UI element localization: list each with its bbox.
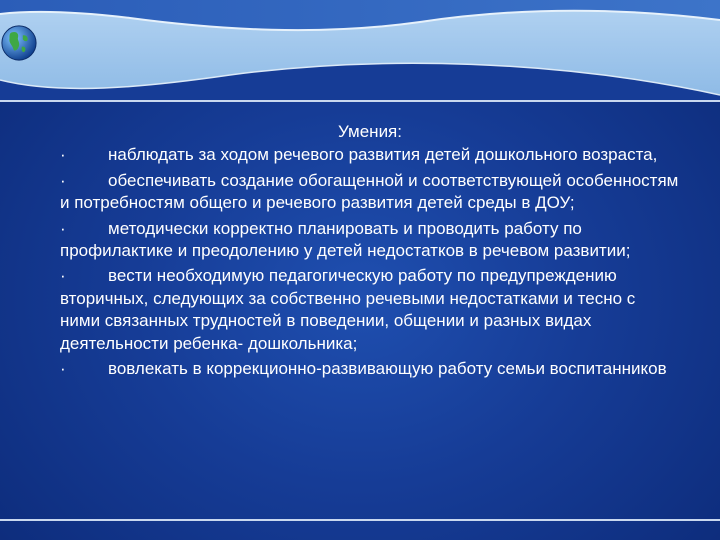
bullet-marker: · xyxy=(60,266,66,286)
bottom-divider xyxy=(0,519,720,521)
bullet-marker: · xyxy=(60,359,66,379)
list-item-text: методически корректно планировать и проводить работу по профилактике и преодолению у детей недостатков в речевом развитии; xyxy=(60,218,631,261)
list-item-text: вести необходимую педагогическую работу по предупреждению вторичных, следующих за собственно речевыми недостатками и тесно с ними связанных трудностей в поведении, общении и разных видах деятельности ребенка- дошкольника; xyxy=(60,266,636,353)
list-item xyxy=(60,170,680,215)
list-item xyxy=(60,218,680,263)
list-item xyxy=(60,358,680,380)
slide-content xyxy=(60,121,680,383)
bullet-marker: · xyxy=(60,145,66,165)
list-item xyxy=(60,265,680,355)
header-band xyxy=(0,0,720,100)
list-item-text: наблюдать за ходом речевого развития детей дошкольного возраста, xyxy=(108,145,658,165)
list-item-text: обеспечивать создание обогащенной и соответствующей особенностям и потребностям общего и речевого развития детей среды в ДОУ; xyxy=(60,170,679,213)
bullet-marker: · xyxy=(60,170,66,190)
top-divider xyxy=(0,100,720,102)
list-item xyxy=(60,144,680,166)
globe-icon xyxy=(0,24,38,62)
list-item-text: вовлекать в коррекционно-развивающую работу семьи воспитанников xyxy=(108,359,667,379)
slide-heading: Умения: xyxy=(338,122,402,141)
bullet-marker: · xyxy=(60,218,66,238)
